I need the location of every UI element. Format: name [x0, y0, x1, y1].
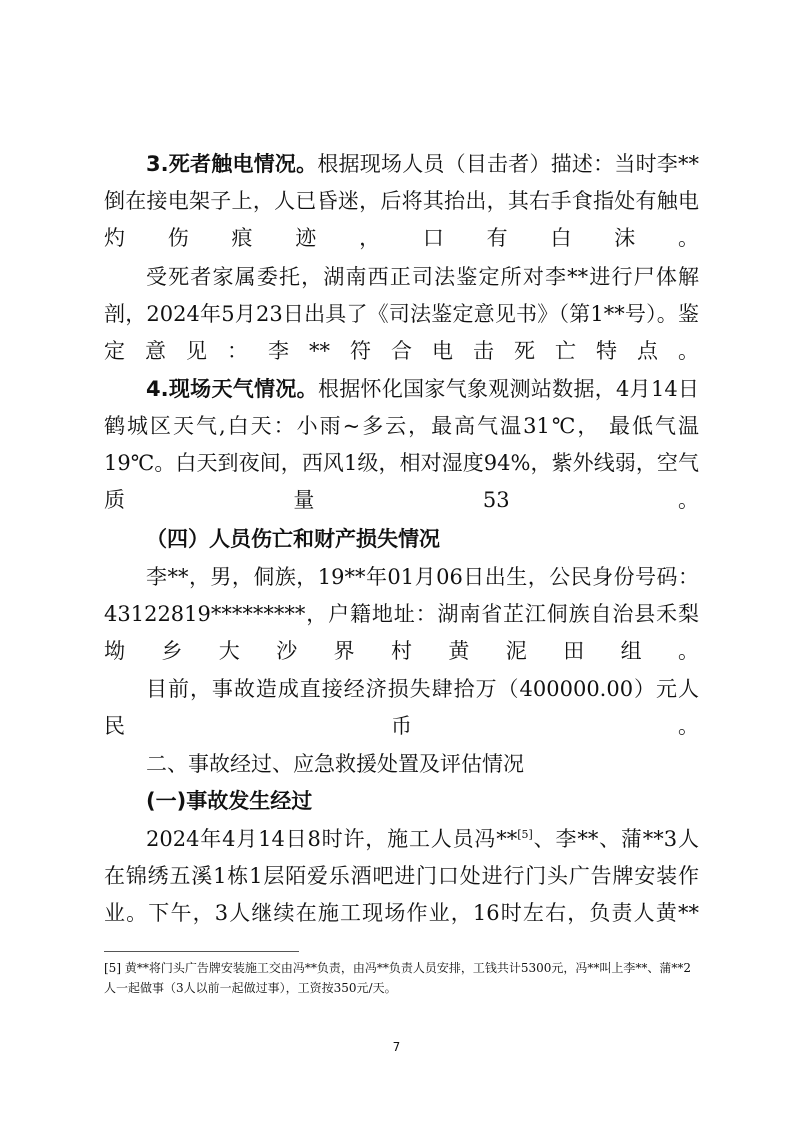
- section-4-paragraph: [104, 371, 699, 519]
- chapter-2-heading: 二、事故经过、应急救援处置及评估情况: [146, 752, 524, 776]
- section-3-text: 根据现场人员（目击者）描述：当时李**倒在接电架子上，人已昏迷，后将其抬出，其右手食指处有触电灼伤痕迹，口有白沫。: [104, 152, 700, 250]
- occurrence-text-a: 2024年4月14日8时许，施工人员冯**: [146, 827, 518, 851]
- occurrence-paragraph: [104, 821, 699, 932]
- casualty-heading: （四）人员伤亡和财产损失情况: [146, 527, 440, 551]
- autopsy-paragraph: 受死者家属委托，湖南西正司法鉴定所对李**进行尸体解剖，2024年5月23日出具了《司法鉴定意见书》（第1**号）。鉴定意见：李**符合电击死亡特点。: [104, 265, 699, 363]
- occurrence-heading: (一)事故发生经过: [146, 789, 313, 813]
- section-4-title: 4.现场天气情况。: [146, 377, 318, 401]
- footnote-divider: [104, 951, 299, 952]
- footnote-ref: [5]: [517, 828, 533, 841]
- section-3-paragraph: [104, 146, 699, 257]
- victim-paragraph: 李**，男，侗族，19**年01月06日出生，公民身份号码：43122819*********，户籍地址：湖南省芷江侗族自治县禾梨坳乡大沙界村黄泥田组。: [104, 565, 699, 663]
- page-number: 7: [392, 1040, 401, 1054]
- loss-paragraph: 目前，事故造成直接经济损失肆拾万（400000.00）元人民币。: [104, 677, 699, 738]
- section-4-text: 根据怀化国家气象观测站数据，4月14日鹤城区天气,白天：小雨~多云，最高气温31℃， 最低气温19℃。白天到夜间，西风1级，相对湿度94%，紫外线弱，空气质量53。: [104, 377, 699, 512]
- footnote-text: [5] 黄**将门头广告牌安装施工交由冯**负责，由冯**负责人员安排，工钱共计5300元，冯**叫上李**、蒲**2人一起做事（3人以前一起做过事），工资按350元/天。: [104, 961, 691, 995]
- occurrence-text-b: 、李**、蒲**3人在锦绣五溪1栋1层陌爱乐酒吧进门口处进行门头广告牌安装作业。下午，3人继续在施工现场作业，16时左右，负责人黄**: [104, 827, 699, 925]
- section-3-title: 3.死者触电情况。: [146, 152, 318, 176]
